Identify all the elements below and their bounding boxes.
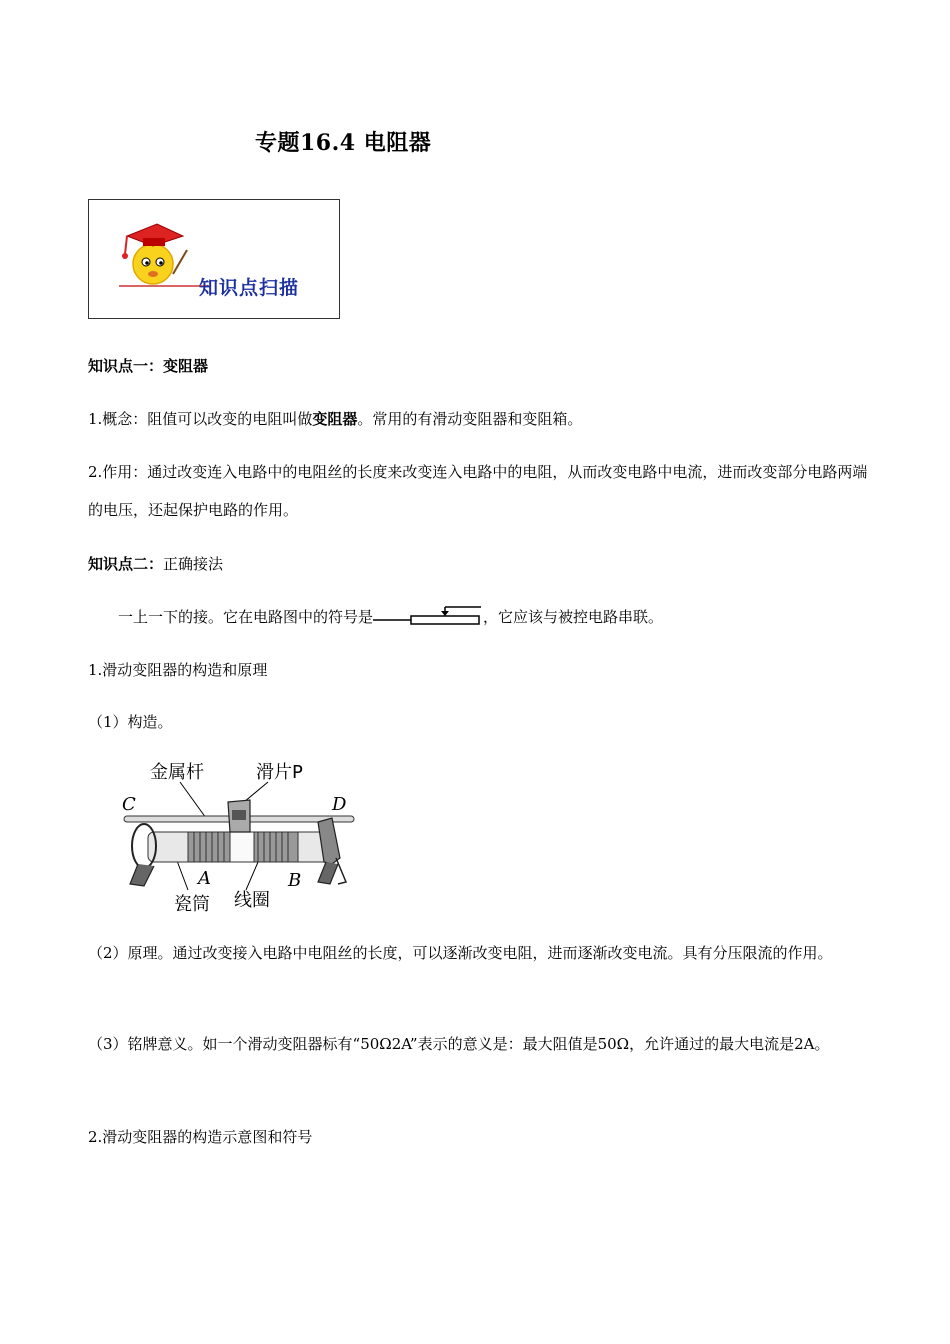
label-metal-rod: 金属杆 [150, 762, 204, 783]
paragraph-principle: （2）原理。通过改变接入电路中电阻丝的长度，可以逐渐改变电阻，进而逐渐改变电流。具有分压限流的作用。 [88, 944, 833, 962]
label-a: A [198, 868, 211, 889]
paragraph-diagram-heading: 2.滑动变阻器的构造示意图和符号 [88, 1128, 313, 1146]
banner-underline [119, 284, 209, 288]
concept-term: 变阻器 [312, 410, 358, 428]
label-c: C [122, 794, 136, 815]
graduate-mascot-icon [113, 214, 193, 294]
concept-text: 1.概念：阻值可以改变的电阻叫做 [88, 410, 313, 428]
rheostat-symbol-icon [373, 604, 483, 626]
section-heading-2 [88, 545, 223, 583]
paragraph-structure-heading: 1.滑动变阻器的构造和原理 [88, 661, 268, 679]
concept-text-rest: 。常用的有滑动变阻器和变阻箱。 [357, 410, 583, 428]
connection-text: 一上一下的接。它在电路图中的符号是 [118, 608, 374, 626]
banner-label: 知识点扫描 [199, 277, 300, 299]
knowledge-banner [88, 199, 340, 319]
paragraph-nameplate: （3）铭牌意义。如一个滑动变阻器标有“50Ω2A”表示的意义是：最大阻值是50Ω，允许通过的最大电流是2A。 [88, 1035, 830, 1053]
rheostat-diagram [118, 758, 368, 918]
paragraph-connection [118, 598, 663, 636]
paragraph-structure: （1）构造。 [88, 713, 173, 731]
label-d: D [332, 794, 347, 815]
paragraph-concept [88, 400, 582, 438]
label-tube: 瓷筒 [174, 894, 210, 915]
heading-2-bold: 知识点二： [88, 555, 164, 573]
label-coil: 线圈 [234, 890, 270, 911]
heading-2-rest: 正确接法 [163, 555, 224, 573]
label-slider: 滑片P [256, 762, 303, 783]
page-title: 专题16.4 电阻器 [255, 130, 432, 156]
label-b: B [288, 870, 302, 891]
paragraph-function: 2.作用：通过改变连入电路中的电阻丝的长度来改变连入电路中的电阻，从而改变电路中电流，进而改变部分电路两端的电压，还起保护电路的作用。 [88, 463, 868, 519]
connection-text-rest: ，它应该与被控电路串联。 [483, 608, 664, 626]
section-heading-1: 知识点一：变阻器 [88, 357, 209, 375]
